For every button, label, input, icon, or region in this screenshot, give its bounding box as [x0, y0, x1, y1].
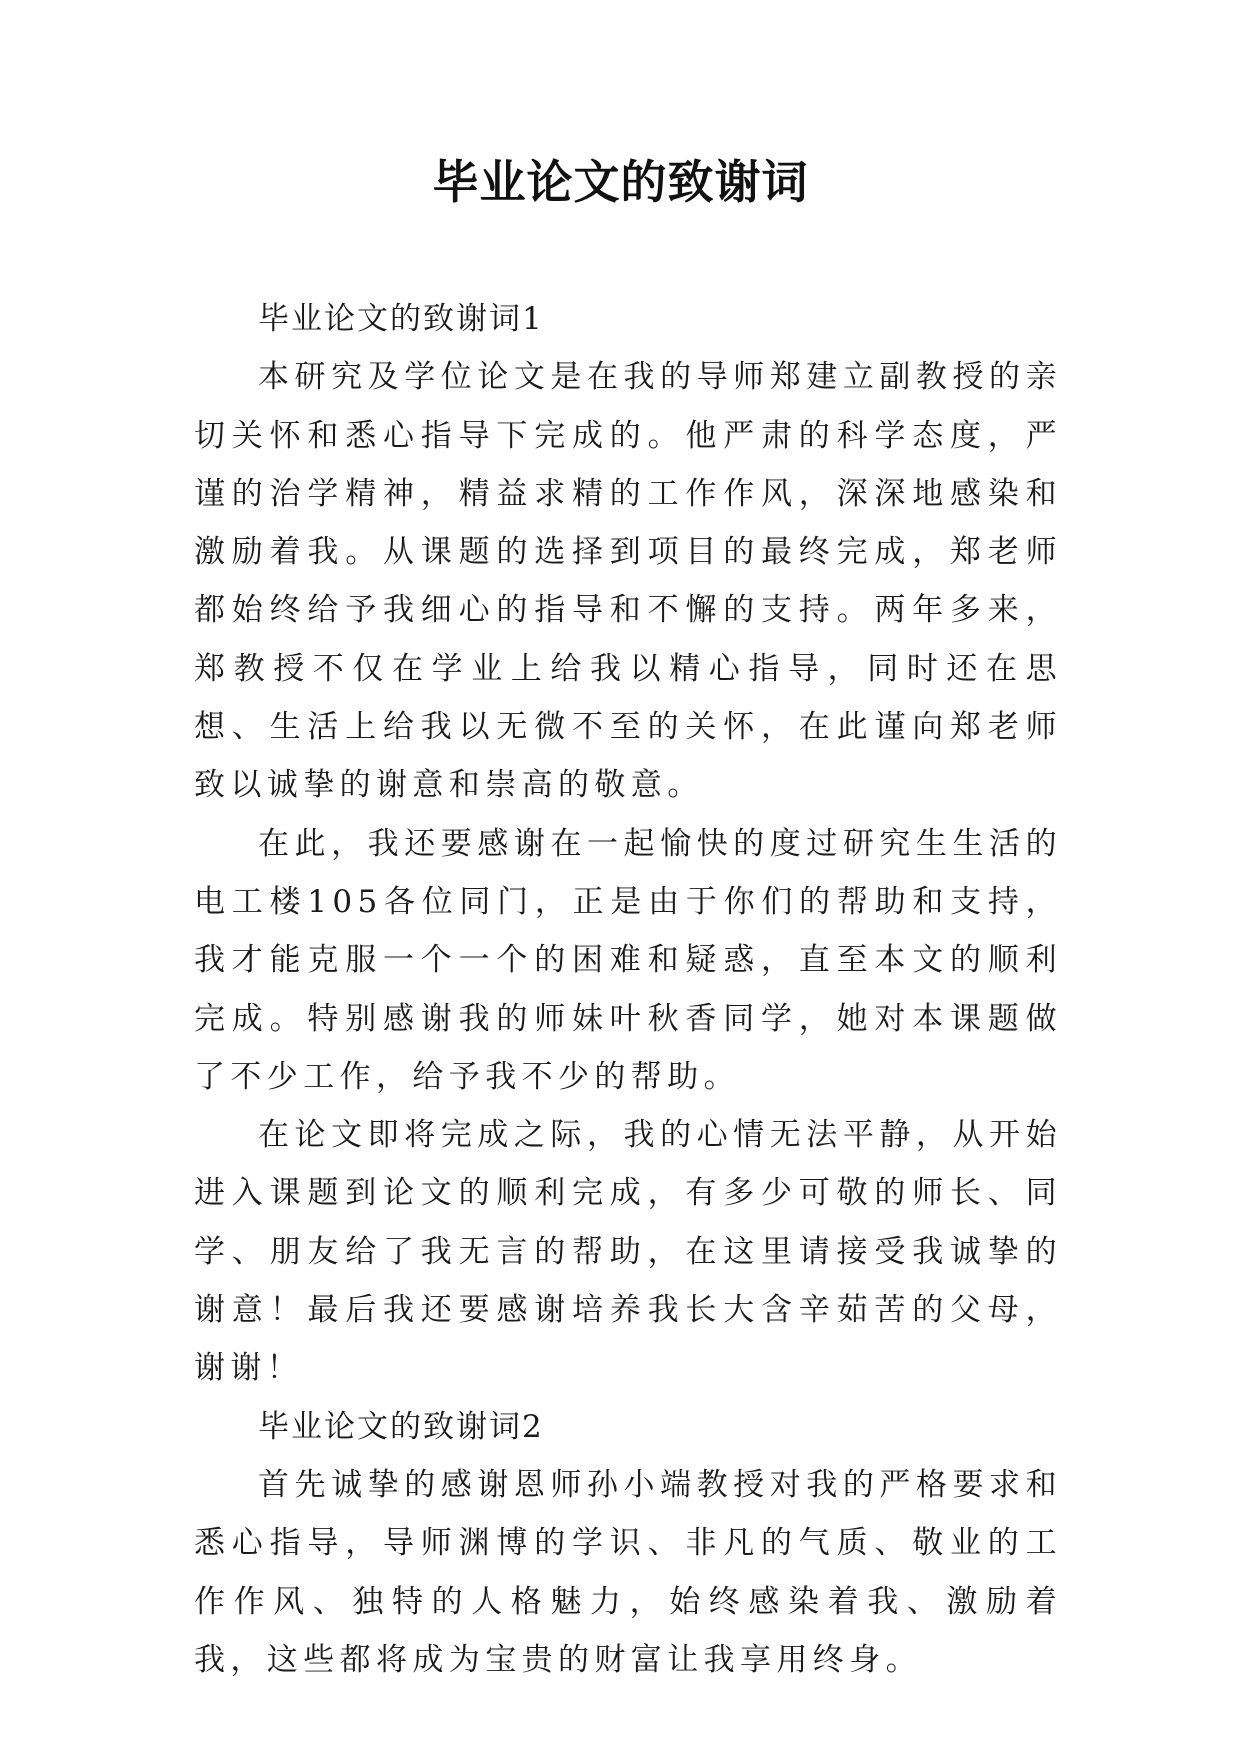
- section-heading-1: 毕业论文的致谢词1: [258, 301, 544, 337]
- paragraph: 首先诚挚的感谢恩师孙小端教授对我的严格要求和悉心指导，导师渊博的学识、非凡的气质、敬业的工作作风、独特的人格魅力，始终感染着我、激励着我，这些都将成为宝贵的财富让我享用终身。: [194, 1466, 1062, 1678]
- document-body: [194, 290, 1062, 1689]
- paragraph: 在论文即将完成之际，我的心情无法平静，从开始进入课题到论文的顺利完成，有多少可敬的师长、同学、朋友给了我无言的帮助，在这里请接受我诚挚的谢意！最后我还要感谢培养我长大含辛茹苦的父母，谢谢！: [194, 1117, 1062, 1387]
- paragraph: 在此，我还要感谢在一起愉快的度过研究生生活的电工楼105各位同门，正是由于你们的帮助和支持，我才能克服一个一个的困难和疑惑，直至本文的顺利完成。特别感谢我的师妹叶秋香同学，她对本课题做了不少工作，给予我不少的帮助。: [194, 825, 1062, 1095]
- document-title: 毕业论文的致谢词: [432, 155, 809, 209]
- paragraph: 本研究及学位论文是在我的导师郑建立副教授的亲切关怀和悉心指导下完成的。他严肃的科学态度，严谨的治学精神，精益求精的工作作风，深深地感染和激励着我。从课题的选择到项目的最终完成，郑老师都始终给予我细心的指导和不懈的支持。两年多来，郑教授不仅在学业上给我以精心指导，同时还在思想、生活上给我以无微不至的关怀，在此谨向郑老师致以诚挚的谢意和崇高的敬意。: [194, 359, 1062, 804]
- section-heading-2: 毕业论文的致谢词2: [258, 1408, 544, 1445]
